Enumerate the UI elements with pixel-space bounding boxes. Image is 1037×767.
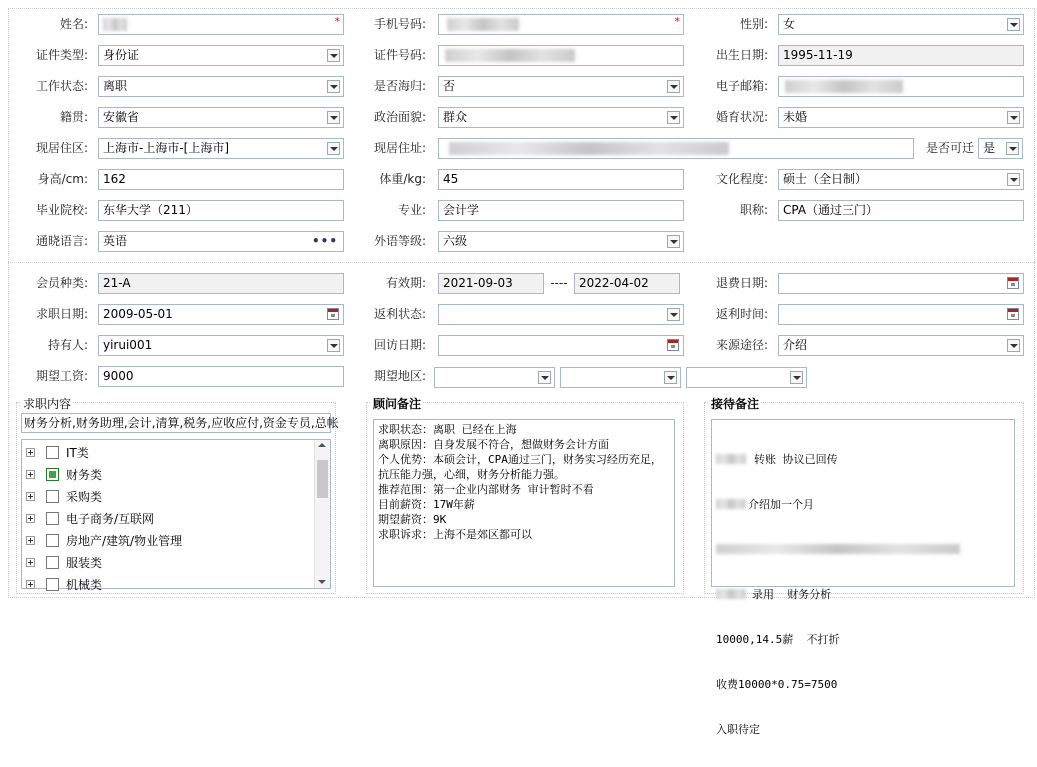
birth-label: 出生日期: (715, 48, 768, 62)
politic-label: 政治面貌: (373, 110, 426, 124)
native-label: 籍贯: (59, 110, 88, 124)
section-divider (8, 262, 1035, 263)
marital-select[interactable] (778, 107, 1024, 128)
holder-value: yirui001 (103, 338, 153, 352)
gender-value: 女 (783, 17, 796, 31)
jobdate-field[interactable] (98, 304, 344, 325)
native-select[interactable] (98, 107, 344, 128)
job-content-title: 求职内容 (23, 397, 72, 411)
source-select[interactable] (778, 335, 1024, 356)
chevron-down-icon[interactable] (327, 142, 340, 155)
overseas-select[interactable] (438, 76, 684, 97)
politic-value: 群众 (443, 110, 468, 124)
reception-note-textarea[interactable] (711, 419, 1015, 736)
required-mark: * (674, 15, 680, 28)
refund-date-field[interactable] (778, 273, 1024, 294)
tree-scrollbar[interactable] (314, 440, 330, 588)
tree-item[interactable] (22, 442, 312, 464)
idno-label: 证件号码: (373, 48, 426, 62)
marital-value: 未婚 (783, 110, 808, 124)
jobdate-value: 2009-05-01 (103, 307, 173, 321)
tree-item[interactable] (22, 464, 312, 486)
major-label: 专业: (397, 203, 426, 217)
chevron-down-icon[interactable] (667, 235, 680, 248)
reception-line: 入职待定 (716, 723, 760, 736)
email-field[interactable] (778, 76, 1024, 97)
chevron-down-icon[interactable] (664, 371, 677, 384)
source-label: 来源途径: (715, 338, 768, 352)
height-label: 身高/cm: (37, 172, 88, 186)
move-select[interactable] (978, 138, 1023, 159)
rebate-label: 返利状态: (373, 307, 426, 321)
tree-item[interactable] (22, 486, 312, 508)
birth-field: 1995-11-19 (778, 45, 1024, 66)
chevron-down-icon[interactable] (790, 371, 803, 384)
reception-line: 介绍加一个月 (748, 498, 814, 511)
holder-select[interactable] (98, 335, 344, 356)
idno-field[interactable] (438, 45, 684, 66)
rebate-time-field[interactable] (778, 304, 1024, 325)
scroll-up-icon[interactable] (318, 443, 326, 447)
phone-label: 手机号码: (373, 17, 426, 31)
major-field[interactable]: 会计学 (438, 200, 684, 221)
region-province-select[interactable] (434, 367, 555, 388)
category-checkbox[interactable] (46, 534, 59, 547)
reception-line: 录用 财务分析 (752, 588, 832, 601)
tree-item[interactable] (22, 574, 312, 596)
name-field[interactable] (98, 14, 344, 35)
weight-field[interactable]: 45 (438, 169, 684, 190)
job-content-panel (16, 397, 339, 594)
source-value: 介绍 (783, 338, 808, 352)
lang-field[interactable] (98, 231, 344, 252)
tree-item[interactable] (22, 530, 312, 552)
visit-date-field[interactable] (438, 335, 684, 356)
area-label: 现居住区: (35, 141, 88, 155)
member-label: 会员种类: (35, 276, 88, 290)
tree-item[interactable] (22, 552, 312, 574)
salary-field[interactable]: 9000 (98, 366, 344, 387)
chevron-down-icon[interactable] (327, 49, 340, 62)
job-selected-field[interactable]: 财务分析,财务助理,会计,清算,税务,应收应付,资金专员,总帐 (21, 413, 331, 433)
level-select[interactable] (438, 231, 684, 252)
valid-label: 有效期: (385, 276, 426, 290)
overseas-label: 是否海归: (373, 79, 426, 93)
work-select[interactable] (98, 76, 344, 97)
chevron-down-icon[interactable] (538, 371, 551, 384)
reception-note-panel (704, 397, 1024, 736)
region-city-select[interactable] (560, 367, 681, 388)
region-label: 期望地区: (373, 369, 426, 383)
native-value: 安徽省 (103, 110, 140, 124)
work-label: 工作状态: (35, 79, 88, 93)
expand-icon[interactable] (26, 536, 35, 545)
calendar-icon[interactable] (1007, 308, 1019, 320)
scroll-down-icon[interactable] (318, 580, 326, 584)
edu-value: 硕士（全日制） (783, 172, 868, 186)
overseas-value: 否 (443, 79, 456, 93)
addr-label: 现居住址: (373, 141, 426, 155)
expand-icon[interactable] (26, 492, 35, 501)
tree-item-label: 房地产/建筑/物业管理 (66, 534, 183, 548)
tree-item[interactable] (22, 508, 312, 530)
category-checkbox[interactable] (46, 490, 59, 503)
lang-value: 英语 (103, 234, 128, 248)
reception-line: 10000,14.5薪 不打折 (716, 633, 840, 646)
work-value: 离职 (103, 79, 128, 93)
chevron-down-icon[interactable] (667, 111, 680, 124)
idtype-select[interactable] (98, 45, 344, 66)
calendar-icon[interactable] (327, 308, 339, 320)
rebate-select[interactable] (438, 304, 684, 325)
addr-field[interactable] (438, 138, 914, 159)
area-select[interactable] (98, 138, 344, 159)
tree-item-label: 机械类 (66, 578, 103, 592)
email-label: 电子邮箱: (715, 79, 768, 93)
member-field: 21-A (98, 273, 344, 294)
gender-label: 性别: (739, 17, 768, 31)
valid-to-field: 2022-04-02 (574, 273, 680, 294)
calendar-icon[interactable] (667, 339, 679, 351)
school-label: 毕业院校: (35, 203, 88, 217)
category-checkbox[interactable] (46, 556, 59, 569)
valid-separator: ---- (550, 276, 568, 290)
valid-from-field: 2021-09-03 (438, 273, 544, 294)
consultant-note-textarea[interactable]: 求职状态：离职 已经在上海 离职原因：自身发展不符合，想做财务会计方面 个人优势：本硕会计，CPA通过三门，财务实习经历充足，抗压能力强，心细，财务分析能力强。 推荐范围：第一企业内部财务 审计暂时不看 目前薪资：17W年薪 期望薪资：9K 求职诉求：上海不是郊区都可以 (373, 419, 675, 587)
lang-label: 通晓语言: (35, 234, 88, 248)
chevron-down-icon[interactable] (667, 308, 680, 321)
level-label: 外语等级: (373, 234, 426, 248)
rebate-time-label: 返利时间: (715, 307, 768, 321)
chevron-down-icon[interactable] (327, 111, 340, 124)
marital-label: 婚育状况: (715, 110, 768, 124)
phone-field[interactable] (438, 14, 684, 35)
salary-label: 期望工资: (35, 369, 88, 383)
move-label: 是否可迁 (925, 141, 974, 155)
reception-line: 收费10000*0.75=7500 (716, 678, 838, 691)
visit-label: 回访日期: (373, 338, 426, 352)
tree-item-label: 服装类 (66, 556, 103, 570)
jobdate-label: 求职日期: (35, 307, 88, 321)
scroll-thumb[interactable] (317, 460, 328, 498)
chevron-down-icon[interactable] (1007, 18, 1020, 31)
category-checkbox[interactable] (46, 468, 59, 481)
area-value: 上海市-上海市-[上海市] (103, 141, 230, 155)
expand-icon[interactable] (26, 558, 35, 567)
gender-select[interactable] (778, 14, 1024, 35)
chevron-down-icon[interactable] (327, 339, 340, 352)
tree-item-label: 电子商务/互联网 (66, 512, 155, 526)
chevron-down-icon[interactable] (327, 80, 340, 93)
consultant-note-panel (366, 397, 684, 594)
expand-icon[interactable] (26, 448, 35, 457)
height-field[interactable]: 162 (98, 169, 344, 190)
weight-label: 体重/kg: (379, 172, 426, 186)
refund-label: 退费日期: (715, 276, 768, 290)
title-field[interactable]: CPA（通过三门） (778, 200, 1024, 221)
tree-item-label: 采购类 (66, 490, 103, 504)
category-checkbox[interactable] (46, 578, 59, 591)
level-value: 六级 (443, 234, 468, 248)
calendar-icon[interactable] (1007, 277, 1019, 289)
more-icon[interactable]: ••• (311, 234, 338, 248)
chevron-down-icon[interactable] (1007, 173, 1020, 186)
required-mark: * (334, 15, 340, 28)
idtype-value: 身份证 (103, 48, 140, 62)
category-checkbox[interactable] (46, 512, 59, 525)
name-label: 姓名: (59, 17, 88, 31)
school-field[interactable]: 东华大学（211） (98, 200, 344, 221)
move-value: 是 (983, 141, 996, 155)
region-district-select[interactable] (686, 367, 807, 388)
title-label: 职称: (739, 203, 768, 217)
category-checkbox[interactable] (46, 446, 59, 459)
chevron-down-icon[interactable] (667, 80, 680, 93)
job-category-tree (21, 439, 331, 592)
reception-note-title: 接待备注 (711, 397, 760, 411)
holder-label: 持有人: (47, 338, 88, 352)
chevron-down-icon[interactable] (1007, 111, 1020, 124)
idtype-label: 证件类型: (35, 48, 88, 62)
edu-label: 文化程度: (715, 172, 768, 186)
tree-item-label: 财务类 (66, 468, 103, 482)
edu-select[interactable] (778, 169, 1024, 190)
politic-select[interactable] (438, 107, 684, 128)
chevron-down-icon[interactable] (1006, 142, 1019, 155)
expand-icon[interactable] (26, 514, 35, 523)
tree-item-label: IT类 (66, 446, 89, 460)
expand-icon[interactable] (26, 470, 35, 479)
consultant-note-title: 顾问备注 (373, 397, 422, 411)
reception-line: 转账 协议已回传 (754, 453, 838, 466)
expand-icon[interactable] (26, 580, 35, 589)
chevron-down-icon[interactable] (1007, 339, 1020, 352)
